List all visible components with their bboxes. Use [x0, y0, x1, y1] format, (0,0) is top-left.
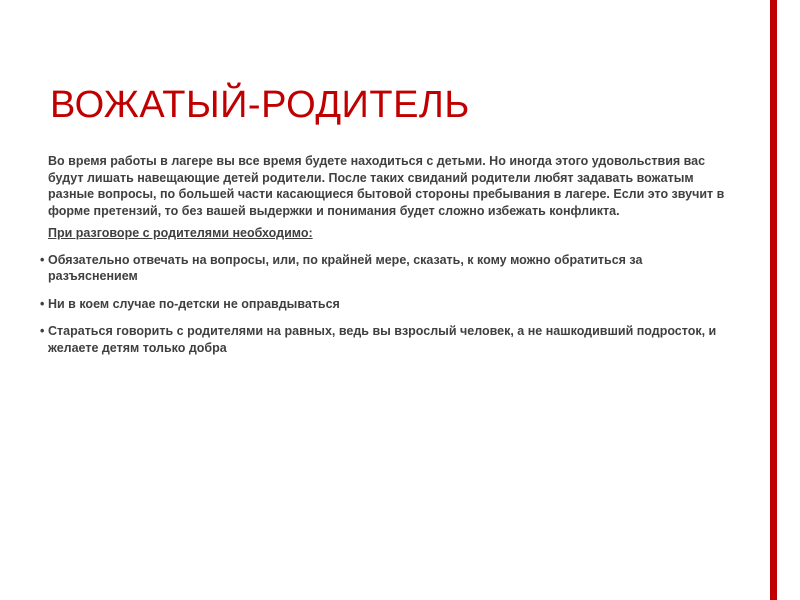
list-item-text: Обязательно отвечать на вопросы, или, по крайней мере, сказать, к кому можно обратиться за разъяснением [48, 252, 643, 283]
list-item [32, 323, 732, 356]
accent-bar [770, 0, 777, 600]
bullet-dot-icon: • [40, 252, 45, 267]
list-item [32, 296, 732, 313]
bullet-dot-icon: • [40, 324, 45, 338]
list-item [32, 252, 732, 285]
intro-paragraph: Во время работы в лагере вы все время будете находиться с детьми. Но иногда этого удовольствия вас будут лишать навещающие детей родители. После таких свиданий родители любят задавать вожатым разные вопросы, по большей части касающиеся бытовой стороны пребывания в лагере. Если это звучит в форме претензий, то без вашей выдержки и понимания будет сложно избежать конфликта. [48, 154, 725, 218]
lead-text: При разговоре с родителями необходимо: [48, 226, 313, 240]
list-item-text: Ни в коем случае по-детски не оправдываться [48, 296, 340, 311]
bullet-dot-icon: • [40, 296, 45, 311]
slide-body [32, 153, 732, 367]
list-item-text: Стараться говорить с родителями на равных, ведь вы взрослый человек, а не нашкодивший подросток, и желаете детям только добра [48, 324, 717, 355]
slide-title: ВОЖАТЫЙ-РОДИТЕЛЬ [50, 84, 470, 126]
bullet-list [32, 252, 732, 357]
